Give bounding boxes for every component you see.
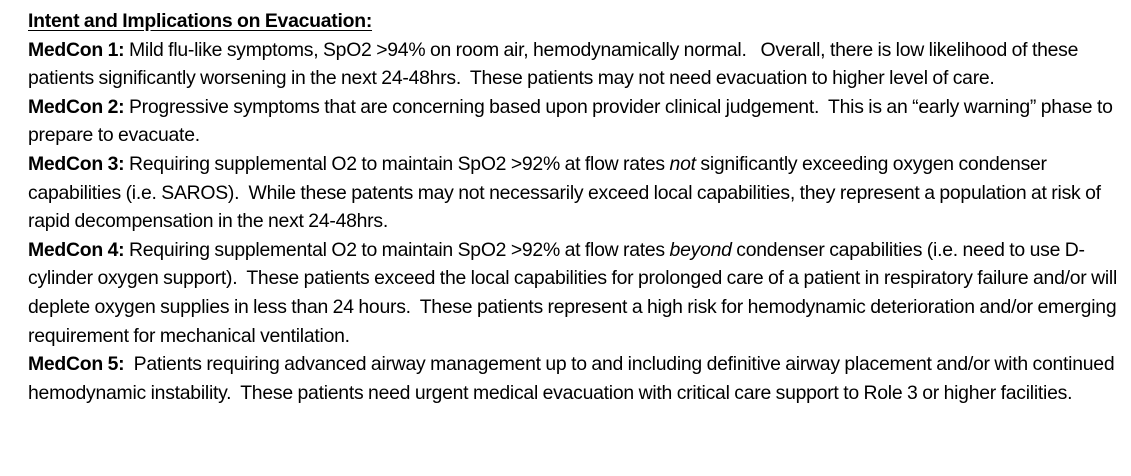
medcon-2-label: MedCon 2:: [28, 95, 125, 118]
medcon-1-text: Mild flu-like symptoms, SpO2 >94% on room air, hemodynamically normal. Overall, there is low likelihood of these patients significantly worsening in the next 24-48hrs. These patients may not need evacuation to higher level of care.: [28, 38, 1083, 90]
medcon-4-paragraph: [28, 236, 1126, 350]
medcon-4-text-after: condenser capabilities (i.e. need to use D-cylinder oxygen support). These patients exceed the local capabilities for prolonged care of a patient in respiratory failure and/or will deplete oxygen supplies in less than 24 hours. These patients represent a high risk for hemodynamic deterioration and/or emerging requirement for mechanical ventilation.: [28, 238, 1122, 347]
medcon-3-emphasis: not: [669, 152, 696, 175]
medcon-1-label: MedCon 1:: [28, 38, 125, 61]
section-heading: Intent and Implications on Evacuation:: [28, 10, 373, 32]
medcon-3-label: MedCon 3:: [28, 152, 125, 175]
medcon-3-text-after: significantly exceeding oxygen condenser capabilities (i.e. SAROS). While these patents may not necessarily exceed local capabilities, they represent a population at risk of rapid decompensation in the next 24-48hrs.: [28, 152, 1106, 233]
medcon-1-paragraph: [28, 36, 1126, 93]
medcon-5-label: MedCon 5:: [28, 353, 125, 376]
medcon-3-paragraph: [28, 150, 1126, 236]
medcon-4-emphasis: beyond: [669, 238, 732, 261]
medcon-5-paragraph: [28, 350, 1126, 407]
medcon-5-text: Patients requiring advanced airway management up to and including definitive airway placement and/or with continued hemodynamic instability. These patients need urgent medical evacuation with critical care support to Role 3 or higher facilities.: [28, 353, 1119, 404]
medcon-4-label: MedCon 4:: [28, 238, 125, 261]
medcon-4-text-before: Requiring supplemental O2 to maintain SpO2 >92% at flow rates: [124, 238, 670, 261]
document-body: [28, 7, 1126, 407]
medcon-3-text-before: Requiring supplemental O2 to maintain SpO2 >92% at flow rates: [124, 152, 670, 175]
medcon-2-text: Progressive symptoms that are concerning based upon provider clinical judgement. This is an “early warning” phase to prepare to evacuate.: [28, 95, 1118, 147]
medcon-2-paragraph: [28, 93, 1126, 150]
